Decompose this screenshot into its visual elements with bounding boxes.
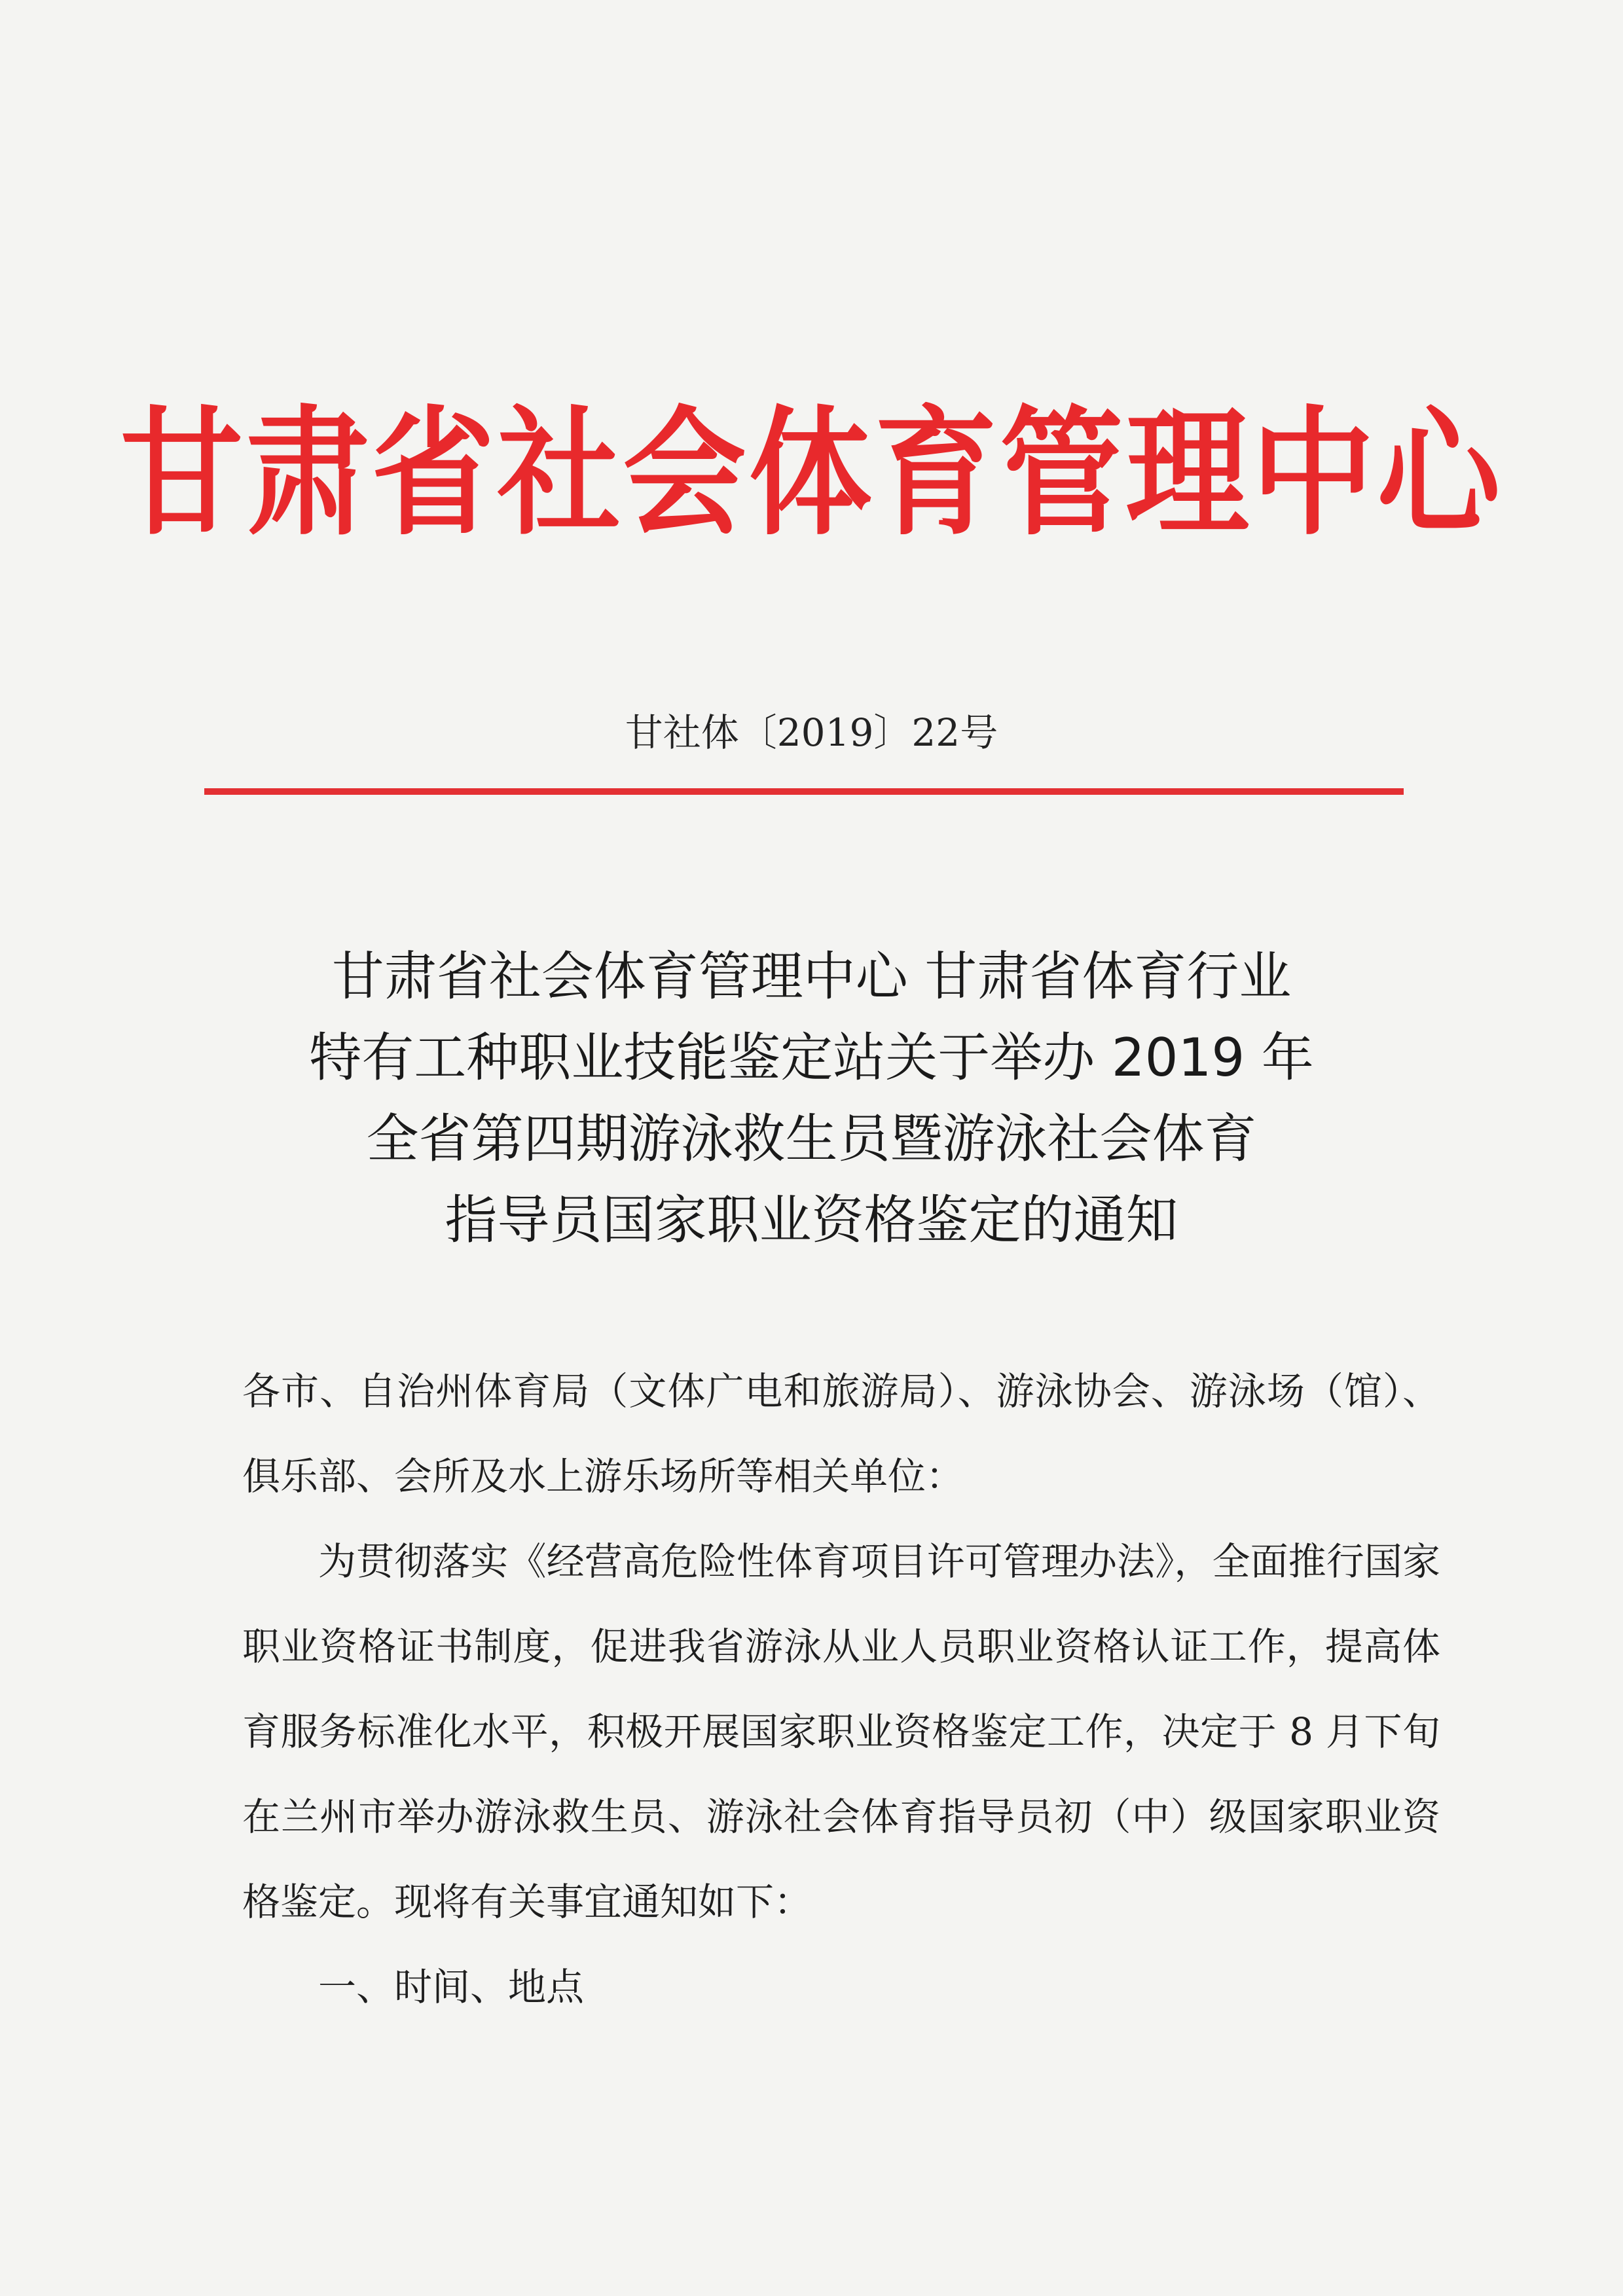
title-line-2: 特有工种职业技能鉴定站关于举办 2019 年 — [309, 1027, 1314, 1088]
document-number: 甘社体〔2019〕22号 — [625, 710, 998, 755]
notice-body — [242, 1349, 1440, 2030]
section-heading-time-place: 一、时间、地点 — [318, 1965, 585, 2009]
title-line-3: 全省第四期游泳救生员暨游泳社会体育 — [366, 1108, 1257, 1169]
recipients-line: 各市、自治州体育局（文体广电和旅游局）、游泳协会、游泳场（馆）、俱乐部、会所及水上游乐场所等相关单位： — [242, 1369, 1440, 1499]
title-line-4: 指导员国家职业资格鉴定的通知 — [445, 1190, 1178, 1250]
notice-title — [0, 936, 1623, 1261]
intro-paragraph: 为贯彻落实《经营高危险性体育项目许可管理办法》，全面推行国家职业资格证书制度，促进我省游泳从业人员职业资格认证工作，提高体育服务标准化水平，积极开展国家职业资格鉴定工作，决定于 8 月下旬在兰州市举办游泳救生员、游泳社会体育指导员初（中）级国家职业资格鉴定。现将有关事宜通知如下： — [242, 1539, 1440, 1924]
red-separator-line — [204, 788, 1404, 795]
title-line-1: 甘肃省社会体育管理中心 甘肃省体育行业 — [331, 946, 1292, 1007]
masthead-title: 甘肃省社会体育管理中心 — [120, 392, 1503, 555]
